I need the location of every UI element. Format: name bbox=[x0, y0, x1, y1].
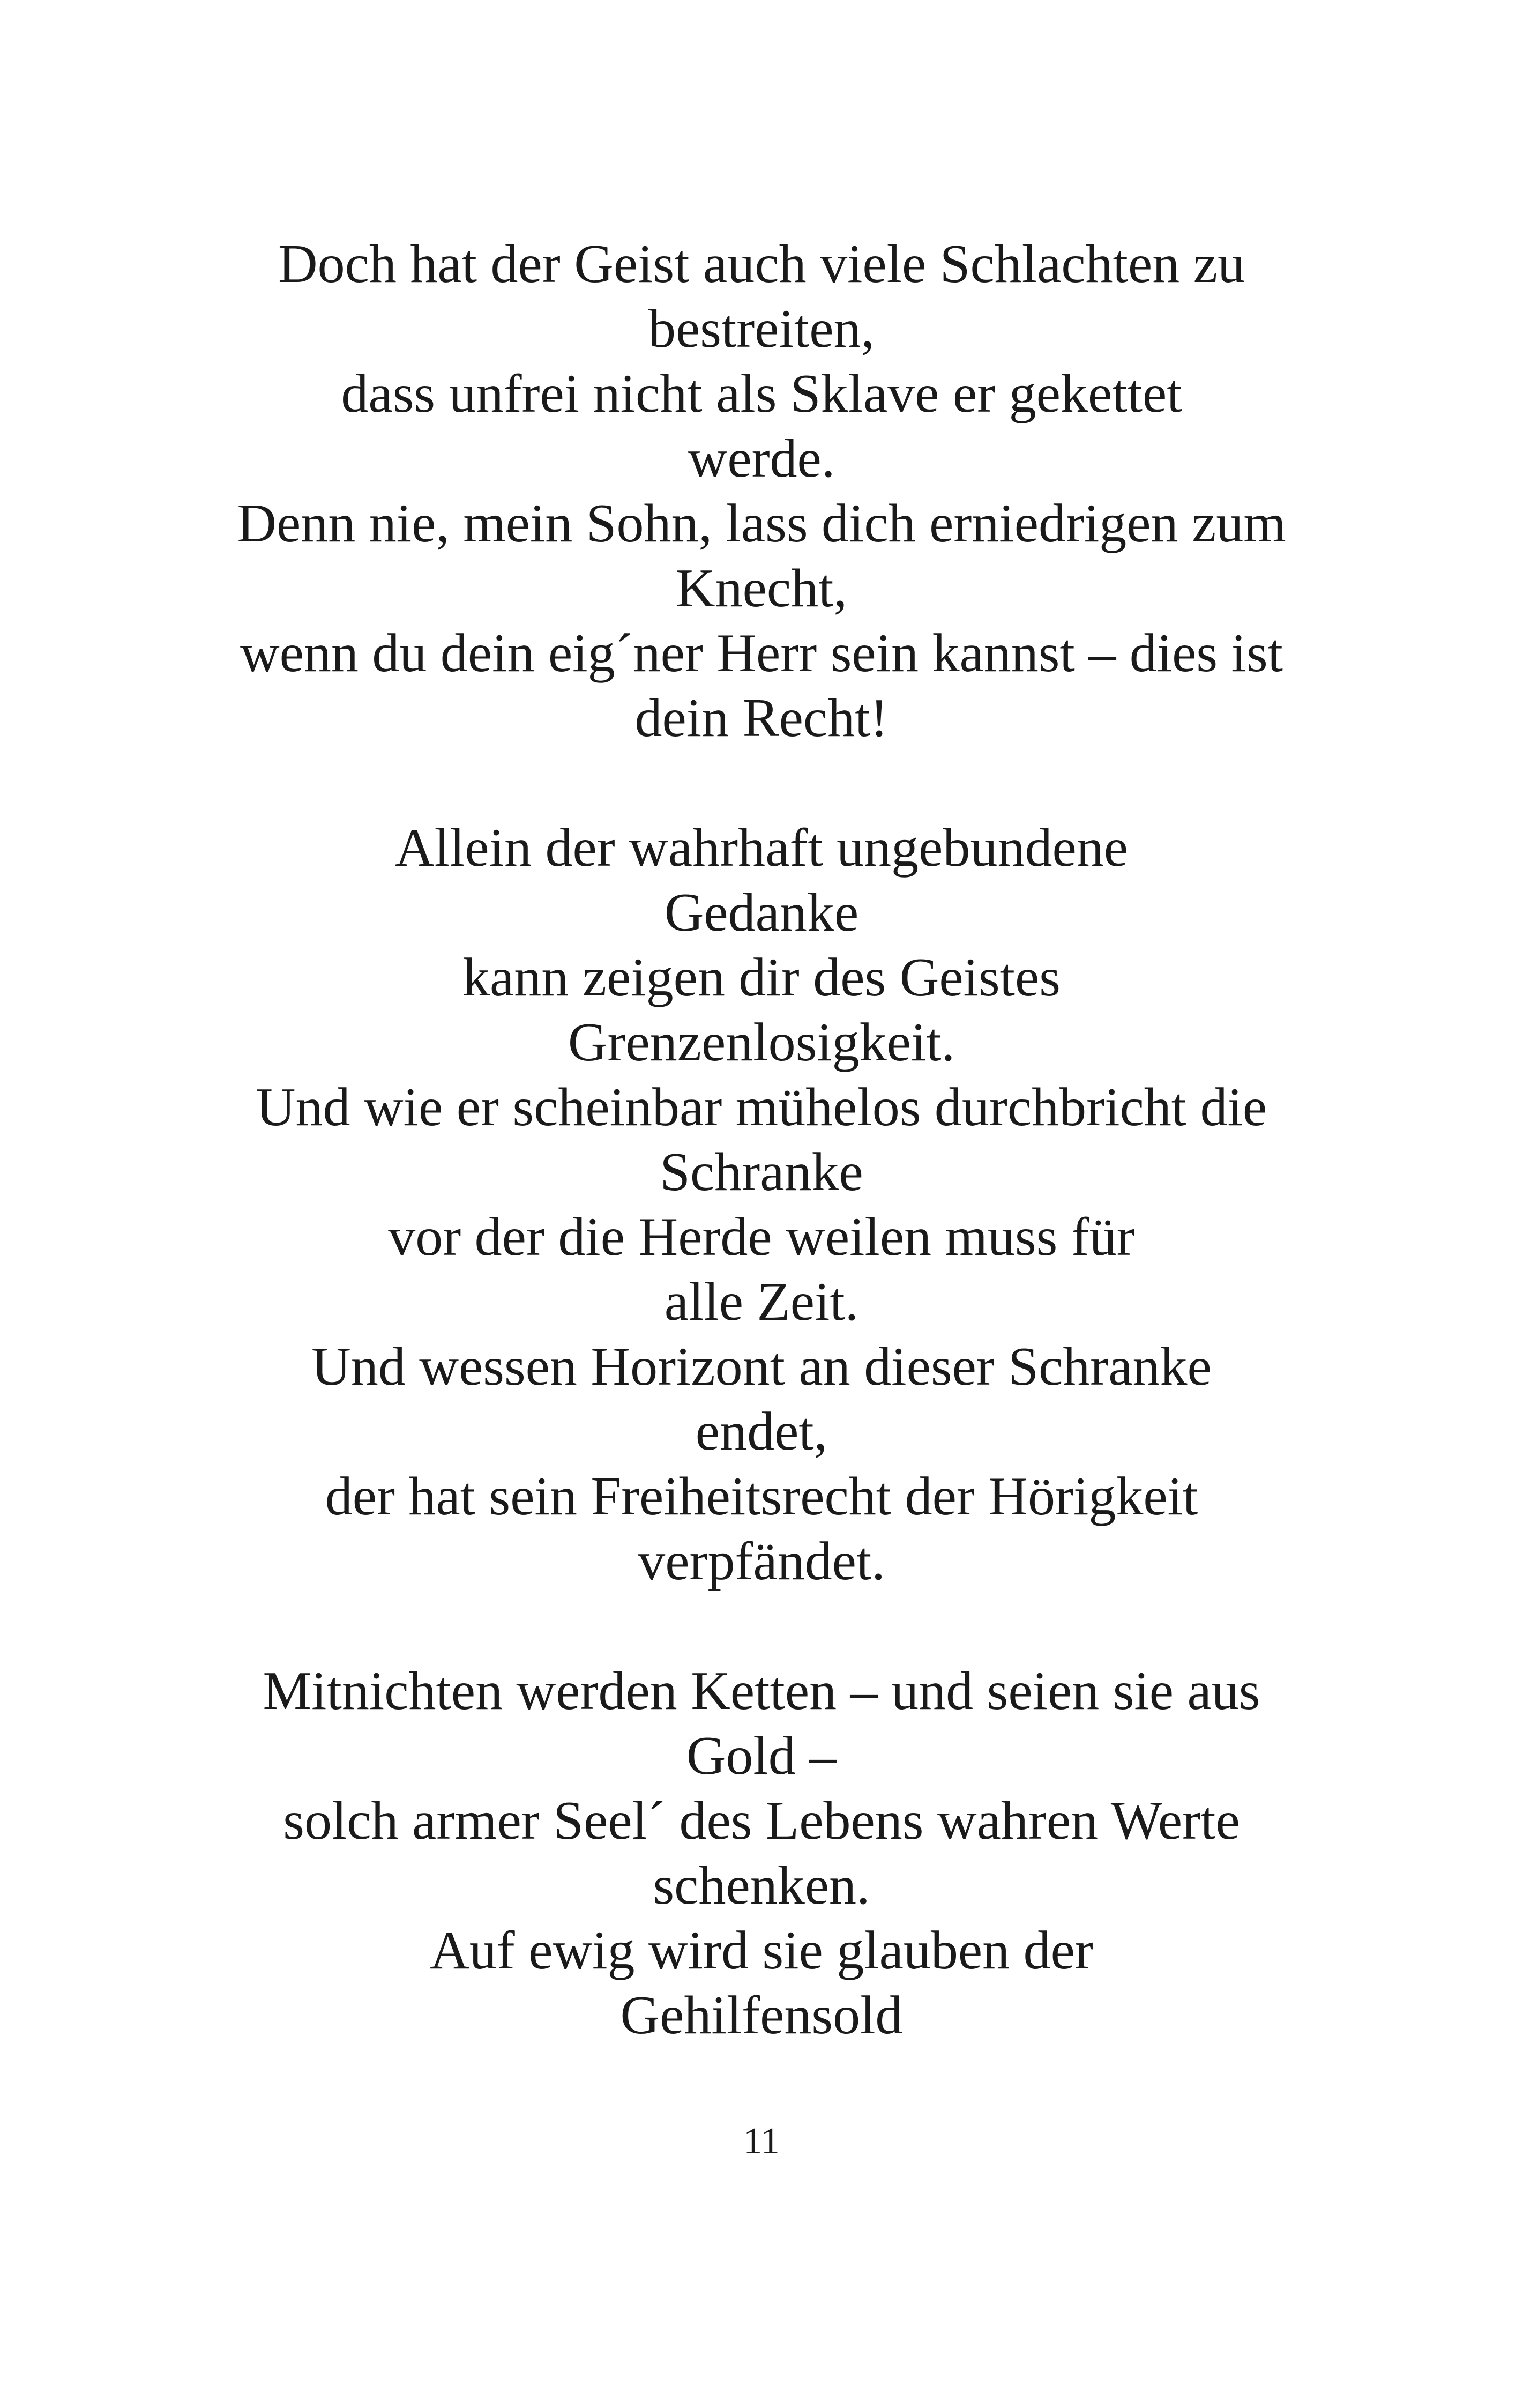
poem-line: Gedanke bbox=[664, 882, 859, 943]
poem-line: alle Zeit. bbox=[664, 1272, 859, 1332]
poem-line: Auf ewig wird sie glauben der bbox=[430, 1920, 1093, 1981]
poem-line: Gold – bbox=[686, 1726, 837, 1786]
poem-line: werde. bbox=[688, 428, 835, 489]
poem-line: verpfändet. bbox=[638, 1531, 885, 1592]
stanza-1 bbox=[0, 232, 1523, 750]
poem-line: Doch hat der Geist auch viele Schlachten zu bbox=[278, 234, 1245, 294]
poem-line: schenken. bbox=[653, 1855, 870, 1916]
poem-line: solch armer Seel´ des Lebens wahren Werte bbox=[283, 1790, 1240, 1851]
poem-line: der hat sein Freiheitsrecht der Hörigkeit bbox=[325, 1466, 1198, 1527]
poem-line: Allein der wahrhaft ungebundene bbox=[395, 817, 1128, 878]
poem-line: bestreiten, bbox=[648, 299, 875, 359]
poem-line: vor der die Herde weilen muss für bbox=[388, 1207, 1135, 1267]
stanza-3 bbox=[0, 1659, 1523, 2048]
poem-line: endet, bbox=[695, 1401, 828, 1462]
poem-line: Schranke bbox=[660, 1142, 863, 1202]
poem-line: Und wessen Horizont an dieser Schranke bbox=[311, 1336, 1212, 1397]
stanza-2 bbox=[0, 815, 1523, 1594]
poem-line: Mitnichten werden Ketten – und seien sie aus bbox=[263, 1661, 1260, 1721]
poem-line: wenn du dein eig´ner Herr sein kannst – dies ist bbox=[240, 623, 1283, 683]
page-number: 11 bbox=[743, 2121, 780, 2162]
poem-text bbox=[0, 232, 1523, 2048]
poem-line: Grenzenlosigkeit. bbox=[568, 1012, 955, 1073]
poem-line: Denn nie, mein Sohn, lass dich erniedrigen zum bbox=[237, 493, 1286, 554]
poem-line: Gehilfensold bbox=[620, 1985, 903, 2046]
poem-line: dass unfrei nicht als Sklave er gekettet bbox=[341, 363, 1182, 424]
poem-line: Knecht, bbox=[675, 558, 848, 619]
poem-line: dein Recht! bbox=[634, 688, 889, 748]
poem-line: Und wie er scheinbar mühelos durchbricht die bbox=[256, 1077, 1267, 1138]
poem-line: kann zeigen dir des Geistes bbox=[462, 947, 1061, 1008]
